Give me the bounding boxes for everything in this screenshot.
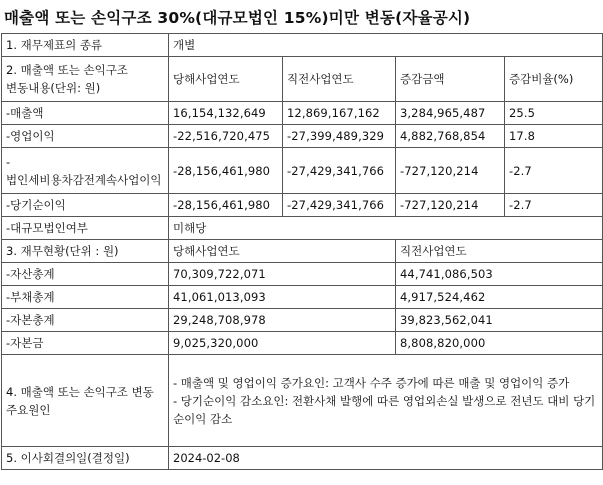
- row-label: -매출액: [2, 102, 169, 125]
- current-year-value: -28,156,461,980: [169, 148, 283, 194]
- row-statement-type: [2, 34, 603, 57]
- previous-year-value: -27,399,489,329: [283, 125, 396, 148]
- table-row: [2, 286, 603, 309]
- current-year-value: 9,025,320,000: [169, 332, 396, 355]
- previous-year-value: -27,429,341,766: [283, 148, 396, 194]
- current-year-value: 41,061,013,093: [169, 286, 396, 309]
- row-label: -영업이익: [2, 125, 169, 148]
- row-label: -자산총계: [2, 263, 169, 286]
- change-rate-value: -2.7: [505, 194, 603, 217]
- change-rate-value: 17.8: [505, 125, 603, 148]
- previous-year-value: 4,917,524,462: [396, 286, 603, 309]
- change-amount-value: 3,284,965,487: [396, 102, 505, 125]
- header-change-rate: 증감비율(%): [505, 57, 603, 102]
- row-large-corp: [2, 217, 603, 240]
- change-amount-value: -727,120,214: [396, 194, 505, 217]
- current-year-value: 29,248,708,978: [169, 309, 396, 332]
- page-title: 매출액 또는 손익구조 30%(대규모법인 15%)미만 변동(자율공시): [4, 9, 471, 27]
- large-corp-label: -대규모법인여부: [2, 217, 169, 240]
- table-row: [2, 194, 603, 217]
- change-amount-value: -727,120,214: [396, 148, 505, 194]
- large-corp-value: 미해당: [169, 217, 603, 240]
- header-previous-year: 직전사업연도: [396, 240, 603, 263]
- current-year-value: 16,154,132,649: [169, 102, 283, 125]
- table-row: [2, 263, 603, 286]
- row-label: -당기순이익: [2, 194, 169, 217]
- table-row: [2, 125, 603, 148]
- board-date-value: 2024-02-08: [169, 447, 603, 470]
- table-row: [2, 309, 603, 332]
- row-label: -자본금: [2, 332, 169, 355]
- current-year-value: -28,156,461,980: [169, 194, 283, 217]
- change-section-label: 2. 매출액 또는 손익구조 변동내용(단위: 원): [2, 57, 169, 102]
- previous-year-value: 12,869,167,162: [283, 102, 396, 125]
- row-label: -자본총계: [2, 309, 169, 332]
- change-rate-value: 25.5: [505, 102, 603, 125]
- table-row: [2, 102, 603, 125]
- row-main-cause: [2, 355, 603, 447]
- change-rate-value: -2.7: [505, 148, 603, 194]
- previous-year-value: 8,808,820,000: [396, 332, 603, 355]
- header-previous-year: 직전사업연도: [283, 57, 396, 102]
- financial-section-label: 3. 재무현황(단위 : 원): [2, 240, 169, 263]
- header-current-year: 당해사업연도: [169, 57, 283, 102]
- previous-year-value: 39,823,562,041: [396, 309, 603, 332]
- main-cause-text: - 매출액 및 영업이익 증가요인: 고객사 수주 증가에 따른 매출 및 영업이익 증가 - 당기순이익 감소요인: 전환사채 발행에 따른 영업외손실 발생으로 전년도 대비 당기순이익 감소: [169, 355, 603, 447]
- statement-type-label: 1. 재무제표의 종류: [2, 34, 169, 57]
- table-row: [2, 332, 603, 355]
- row-change-header: [2, 57, 603, 102]
- disclosure-table: [1, 33, 603, 470]
- main-cause-label: 4. 매출액 또는 손익구조 변동 주요원인: [2, 355, 169, 447]
- previous-year-value: -27,429,341,766: [283, 194, 396, 217]
- table-row: [2, 148, 603, 194]
- change-amount-value: 4,882,768,854: [396, 125, 505, 148]
- previous-year-value: 44,741,086,503: [396, 263, 603, 286]
- board-date-label: 5. 이사회결의일(결정일): [2, 447, 169, 470]
- row-financial-header: [2, 240, 603, 263]
- current-year-value: 70,309,722,071: [169, 263, 396, 286]
- row-label: -부채총계: [2, 286, 169, 309]
- header-current-year: 당해사업연도: [169, 240, 396, 263]
- row-board-date: [2, 447, 603, 470]
- row-label: -법인세비용차감전계속사업이익: [2, 148, 169, 194]
- statement-type-value: 개별: [169, 34, 603, 57]
- header-change-amount: 증감금액: [396, 57, 505, 102]
- current-year-value: -22,516,720,475: [169, 125, 283, 148]
